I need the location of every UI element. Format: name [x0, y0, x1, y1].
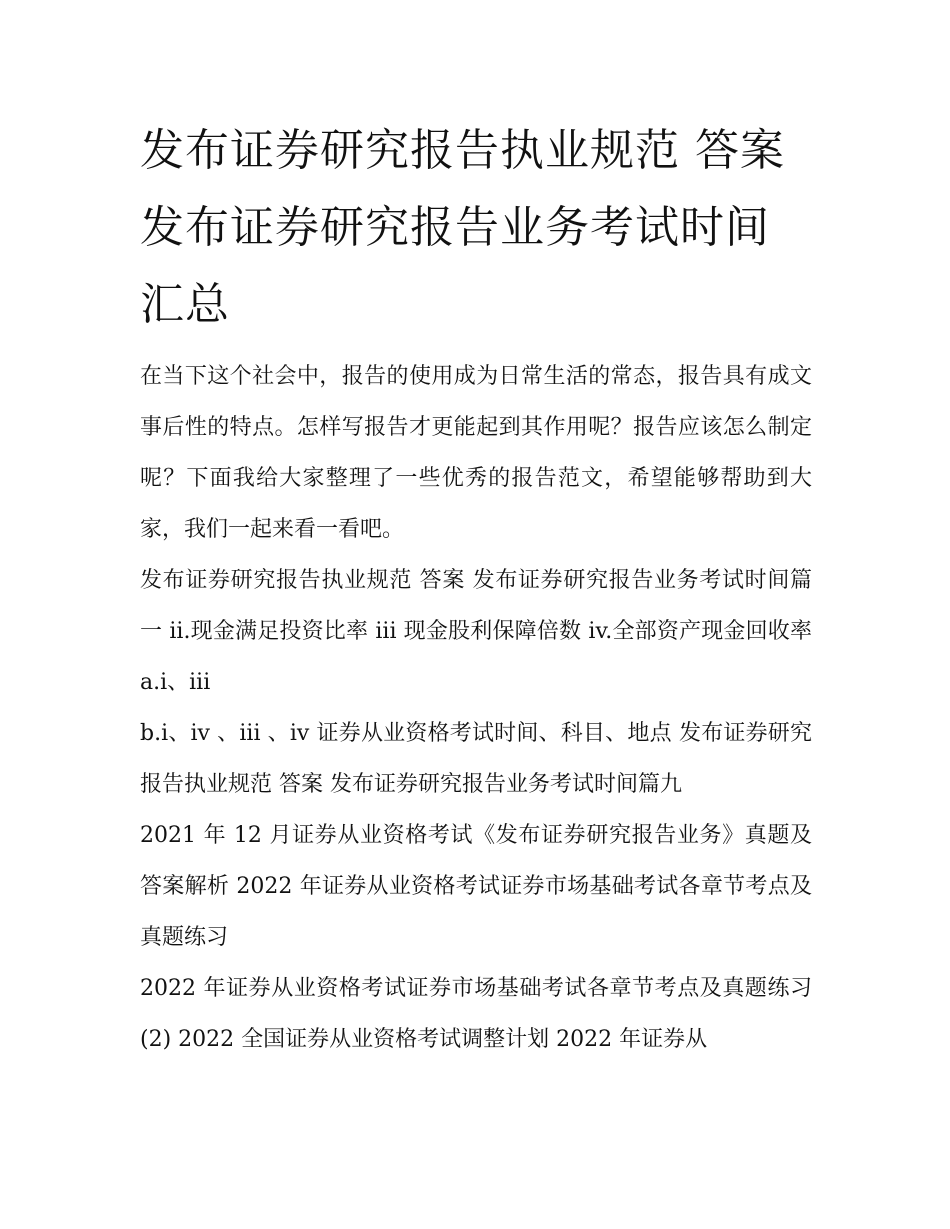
- paragraph-intro: 在当下这个社会中，报告的使用成为日常生活的常态，报告具有成文事后性的特点。怎样写报告才更能起到其作用呢？报告应该怎么制定呢？下面我给大家整理了一些优秀的报告范文，希望能够帮助到大家，我们一起来看一看吧。: [140, 364, 812, 542]
- document-title: 发布证券研究报告执业规范 答案 发布证券研究报告业务考试时间汇总: [140, 125, 785, 330]
- document-body: [140, 112, 812, 1065]
- paragraph-exam-2021: 2021 年 12 月证券从业资格考试《发布证券研究报告业务》真题及答案解析 2022 年证券从业资格考试证券市场基础考试各章节考点及真题练习: [140, 823, 812, 950]
- paragraph-article-one: 发布证券研究报告执业规范 答案 发布证券研究报告业务考试时间篇一 ii.现金满足投资比率 iii 现金股利保障倍数 iv.全部资产现金回收率 a.i、iii: [140, 568, 812, 695]
- paragraph-exam-2022: 2022 年证券从业资格考试证券市场基础考试各章节考点及真题练习(2) 2022 全国证券从业资格考试调整计划 2022 年证券从: [140, 976, 812, 1052]
- paragraph-article-nine: b.i、iv 、iii 、iv 证券从业资格考试时间、科目、地点 发布证券研究报告执业规范 答案 发布证券研究报告业务考试时间篇九: [140, 721, 812, 797]
